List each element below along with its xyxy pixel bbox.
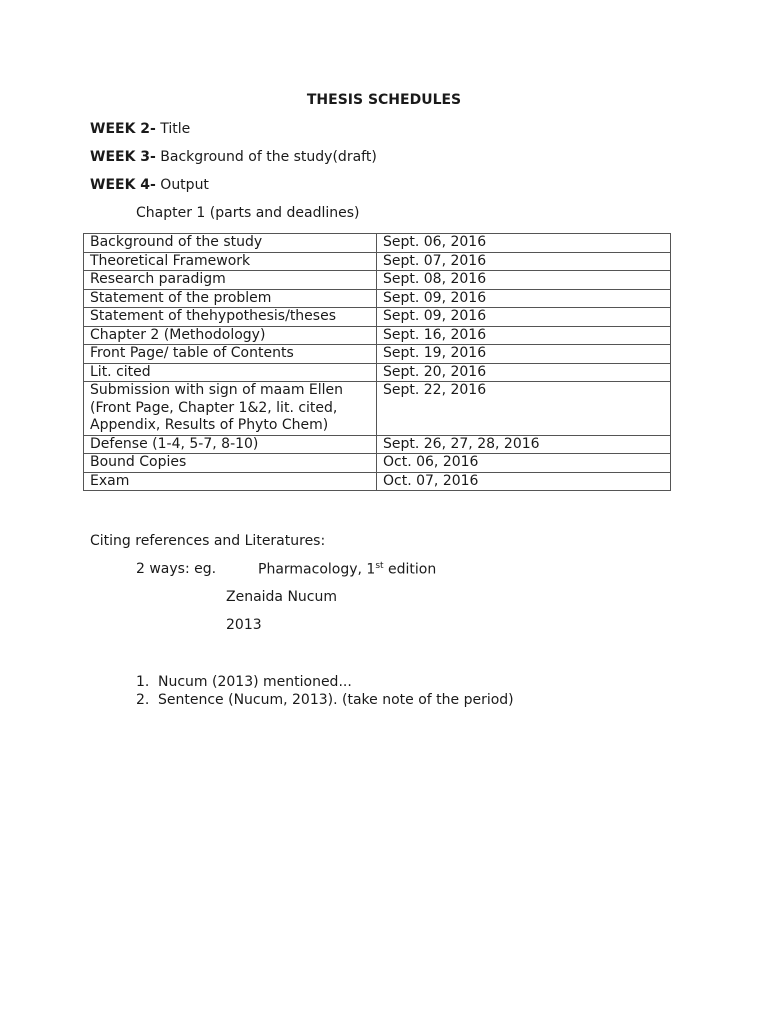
schedule-item: Theoretical Framework [84, 252, 377, 271]
week-2-text: Title [155, 121, 191, 137]
week-3-label: WEEK 3- [90, 149, 156, 165]
table-row [84, 252, 671, 271]
schedule-item: Front Page/ table of Contents [84, 345, 377, 364]
schedule-item: Statement of thehypothesis/theses [84, 308, 377, 327]
list-number: 2. [136, 692, 150, 708]
table-row [84, 382, 671, 436]
table-row [84, 289, 671, 308]
book-title-text: Pharmacology, 1 [258, 561, 376, 578]
schedule-date: Sept. 06, 2016 [377, 234, 671, 253]
table-row [84, 234, 671, 253]
table-row [84, 271, 671, 290]
schedule-item: Lit. cited [84, 363, 377, 382]
table-row [84, 472, 671, 491]
schedule-item: Chapter 2 (Methodology) [84, 326, 377, 345]
edition-superscript: st [375, 561, 384, 571]
week-4-label: WEEK 4- [90, 177, 156, 193]
week-3-line [90, 149, 377, 165]
schedule-item: Statement of the problem [84, 289, 377, 308]
publication-year: 2013 [226, 617, 262, 633]
table-row [84, 345, 671, 364]
week-4-text: Output [155, 177, 209, 193]
citation-examples-list [136, 673, 514, 709]
week-2-label: WEEK 2- [90, 121, 156, 137]
schedule-date: Sept. 16, 2016 [377, 326, 671, 345]
schedule-item: Exam [84, 472, 377, 491]
schedule-date: Sept. 19, 2016 [377, 345, 671, 364]
week-3-text: Background of the study(draft) [155, 149, 377, 165]
list-item [136, 673, 514, 691]
edition-text: edition [383, 561, 437, 578]
list-item [136, 691, 514, 709]
week-4-line [90, 177, 209, 193]
chapter-heading: Chapter 1 (parts and deadlines) [136, 205, 360, 221]
table-row [84, 435, 671, 454]
schedule-date: Sept. 09, 2016 [377, 289, 671, 308]
schedule-date: Sept. 08, 2016 [377, 271, 671, 290]
schedule-date: Oct. 07, 2016 [377, 472, 671, 491]
book-title [258, 561, 436, 578]
table-row [84, 326, 671, 345]
ways-label: 2 ways: eg. [136, 561, 217, 577]
citation-ways-line [136, 561, 437, 578]
schedule-item: Background of the study [84, 234, 377, 253]
list-text: Sentence (Nucum, 2013). (take note of the period) [158, 692, 514, 708]
schedule-date: Sept. 07, 2016 [377, 252, 671, 271]
table-row [84, 454, 671, 473]
author-name: Zenaida Nucum [226, 589, 338, 605]
schedule-date: Sept. 09, 2016 [377, 308, 671, 327]
page-title: THESIS SCHEDULES [306, 92, 462, 108]
schedule-date: Sept. 26, 27, 28, 2016 [377, 435, 671, 454]
schedule-item: Submission with sign of maam Ellen (Front Page, Chapter 1&2, lit. cited, Appendix, Results of Phyto Chem) [84, 382, 377, 436]
schedule-table [83, 233, 671, 491]
schedule-item: Defense (1-4, 5-7, 8-10) [84, 435, 377, 454]
week-2-line [90, 121, 190, 137]
list-number: 1. [136, 674, 150, 690]
references-heading: Citing references and Literatures: [90, 533, 326, 549]
schedule-date: Sept. 20, 2016 [377, 363, 671, 382]
list-text: Nucum (2013) mentioned... [158, 674, 352, 690]
schedule-date: Oct. 06, 2016 [377, 454, 671, 473]
schedule-item: Research paradigm [84, 271, 377, 290]
table-row [84, 308, 671, 327]
table-row [84, 363, 671, 382]
schedule-item: Bound Copies [84, 454, 377, 473]
schedule-date: Sept. 22, 2016 [377, 382, 671, 436]
